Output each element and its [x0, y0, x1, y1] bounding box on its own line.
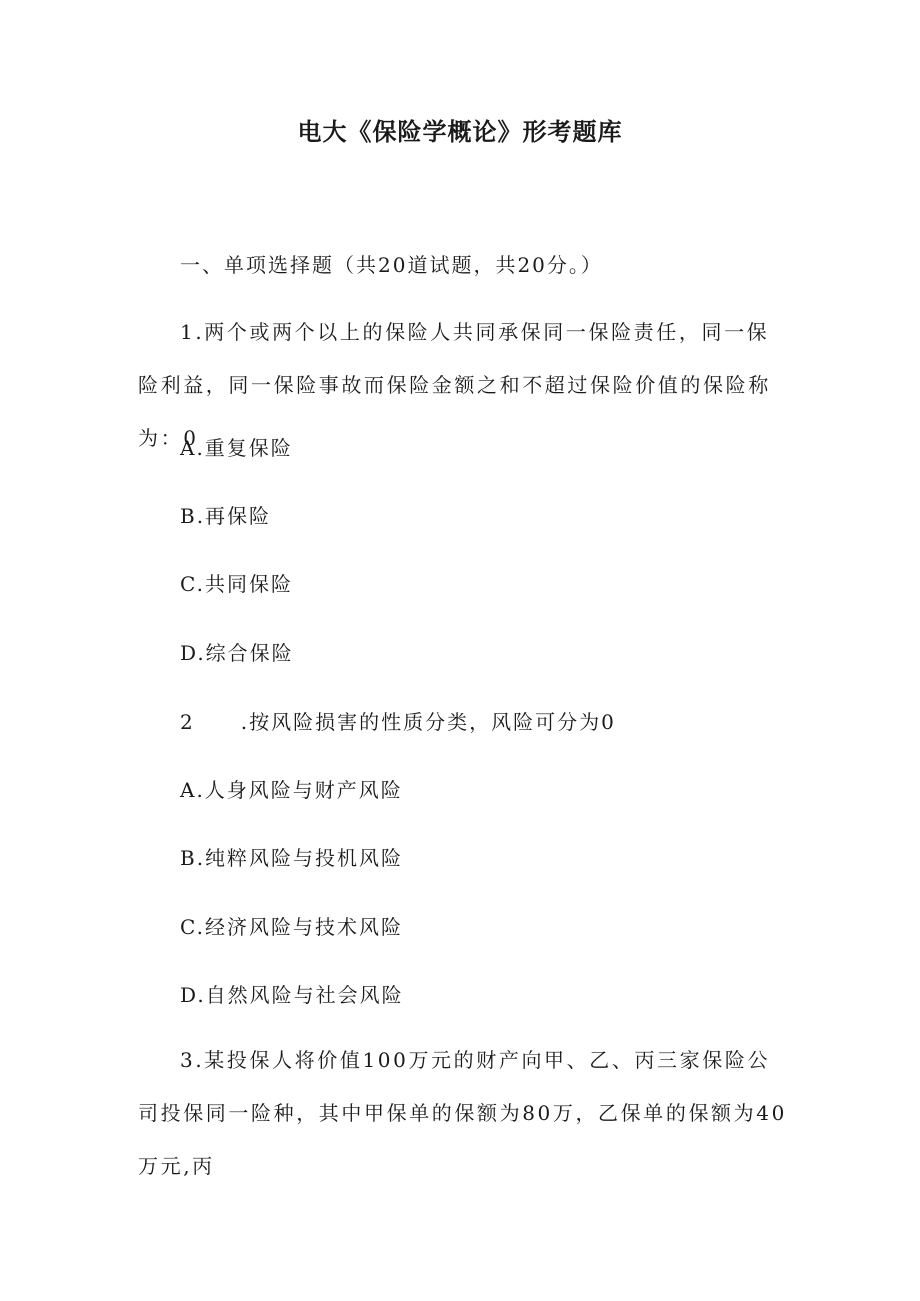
question-2-option-c: C.经济风险与技术风险 [180, 915, 403, 939]
question-2-number: 2 [180, 710, 195, 734]
question-1-option-b: B.再保险 [180, 504, 272, 528]
question-1-option-a: A.重复保险 [180, 436, 293, 460]
document-title: 电大《保险学概论》形考题库 [297, 118, 623, 146]
question-2 [180, 706, 616, 738]
question-3-number: 3 [180, 1048, 196, 1072]
question-2-option-a: A.人身风险与财产风险 [180, 778, 403, 802]
question-3-text: .某投保人将价值100万元的财产向甲、乙、丙三家保险公司投保同一险种，其中甲保单的保额为80万，乙保单的保额为40万元,丙 [138, 1048, 787, 1178]
section-heading: 一、单项选择题（共20道试题，共20分。） [180, 253, 603, 277]
question-2-option-b: B.纯粹风险与投机风险 [180, 846, 404, 870]
question-2-text: .按风险损害的性质分类，风险可分为0 [240, 710, 616, 734]
question-2-option-d: D.自然风险与社会风险 [180, 983, 404, 1007]
question-1-number: 1 [180, 320, 196, 344]
question-1-option-c: C.共同保险 [180, 572, 293, 596]
question-1-text: .两个或两个以上的保险人共同承保同一保险责任，同一保险利益，同一保险事故而保险金额之和不超过保险价值的保险称为：0 [138, 320, 771, 450]
question-3 [138, 1034, 788, 1193]
question-1-option-d: D.综合保险 [180, 641, 294, 665]
